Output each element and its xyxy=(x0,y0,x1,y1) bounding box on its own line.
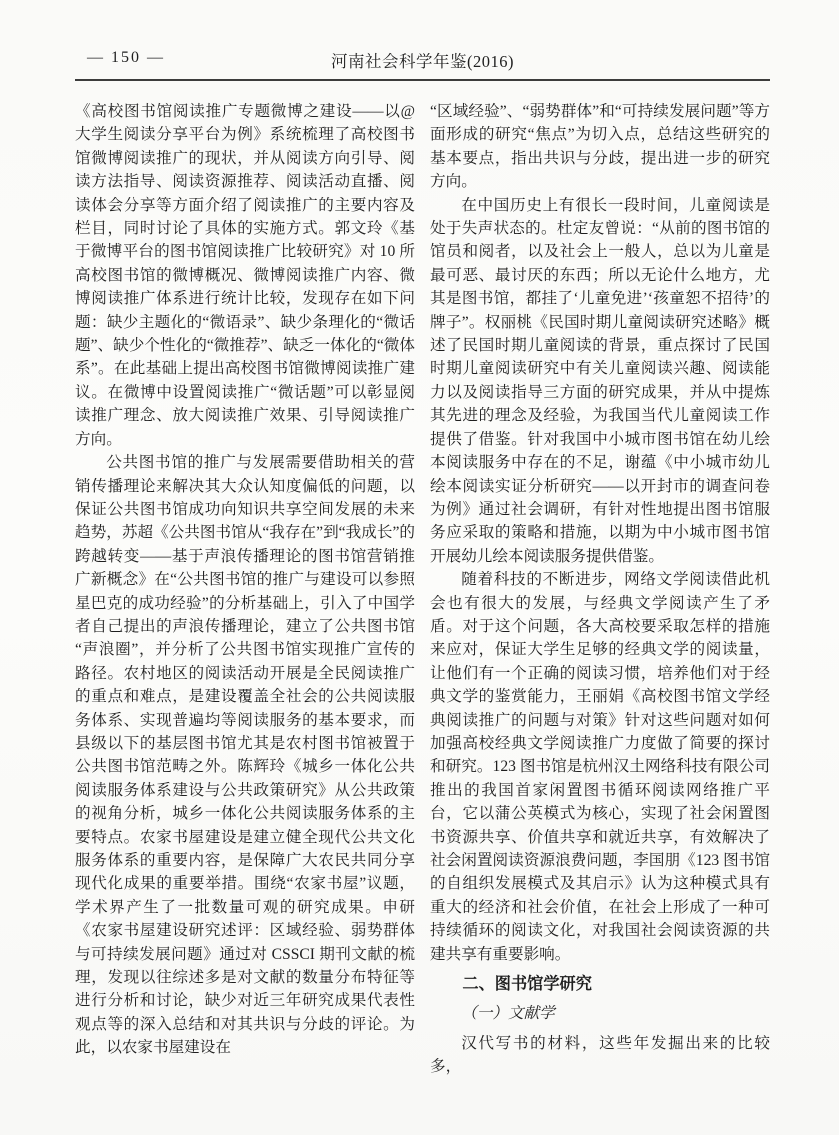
paragraph: 在中国历史上有很长一段时间，儿童阅读是处于失声状态的。杜定友曾说：“从前的图书馆的馆员和阅者，以及社会上一般人，总以为儿童是最可恶、最讨厌的东西；所以无论什么地方，尤其是图书馆，都挂了‘儿童免进’‘孩童恕不招待’的牌子”。权丽桃《民国时期儿童阅读研究述略》概述了民国时期儿童阅读的背景，重点探讨了民国时期儿童阅读研究中有关儿童阅读兴趣、阅读能力以及阅读指导三方面的研究成果，并从中提炼其先进的理念及经验，为我国当代儿童阅读工作提供了借鉴。针对我国中小城市图书馆在幼儿绘本阅读服务中存在的不足，谢蕴《中小城市幼儿绘本阅读实证分析研究——以开封市的调查问卷为例》通过社会调研，有针对性地提出图书馆服务应采取的策略和措施，以期为中小城市图书馆开展幼儿绘本阅读服务提供借鉴。 xyxy=(430,196,770,565)
paragraph: “区域经验”、“弱势群体”和“可持续发展问题”等方面形成的研究“焦点”为切入点，总结这些研究的基本要点，指出共识与分歧，提出进一步的研究方向。 xyxy=(430,103,770,191)
header-divider xyxy=(75,79,770,81)
right-column xyxy=(430,100,770,1079)
page-number: — 150 — xyxy=(87,49,165,66)
paragraph: 汉代写书的材料，这些年发掘出来的比较多， xyxy=(430,1034,770,1076)
paragraph: 《高校图书馆阅读推广专题微博之建设——以@大学生阅读分享平台为例》系统梳理了高校图书馆微博阅读推广的现状，并从阅读方向引导、阅读方法指导、阅读资源推荐、阅读活动直播、阅读体会分享等方面介绍了阅读推广的主要内容及栏目，同时讨论了具体的实施方式。郭文玲《基于微博平台的图书馆阅读推广比较研究》对 10 所高校图书馆的微博概况、微博阅读推广内容、微博阅读推广体系进行统计比较，发现存在如下问题：缺少主题化的“微语录”、缺少条理化的“微话题”、缺少个性化的“微推荐”、缺乏一体化的“微体系”。在此基础上提出高校图书馆微博阅读推广建议。在微博中设置阅读推广“微话题”可以彰显阅读推广理念、放大阅读推广效果、引导阅读推广方向。 xyxy=(75,103,415,448)
subsection-heading: （一）文献学 xyxy=(461,1005,555,1023)
paragraph: 公共图书馆的推广与发展需要借助相关的营销传播理论来解决其大众认知度偏低的问题，以保证公共图书馆成功向知识共享空间发展的未来趋势，苏超《公共图书馆从“我存在”到“我成长”的跨越转变——基于声浪传播理论的图书馆营销推广新概念》在“公共图书馆的推广与建设可以参照星巴克的成功经验”的分析基础上，引入了中国学者自己提出的声浪传播理论，建立了公共图书馆“声浪圈”，并分析了公共图书馆实现推广宣传的路径。农村地区的阅读活动开展是全民阅读推广的重点和难点，是建设覆盖全社会的公共阅读服务体系、实现普遍均等阅读服务的基本要求，而县级以下的基层图书馆尤其是农村图书馆被置于公共图书馆范畴之外。陈辉玲《城乡一体化公共阅读服务体系建设与公共政策研究》从公共政策的视角分析，城乡一体化公共阅读服务体系的主要特点。农家书屋建设是建立健全现代公共文化服务体系的重要内容，是保障广大农民共同分享现代化成果的重要举措。围绕“农家书屋”议题，学术界产生了一批数量可观的研究成果。申研《农家书屋建设研究述评：区域经验、弱势群体与可持续发展问题》通过对 CSSCI 期刊文献的梳理，发现以往综述多是对文献的数量分布特征等进行分析和讨论，缺少对近三年研究成果代表性观点等的深入总结和对其共识与分歧的评论。为此，以农家书屋建设在 xyxy=(75,454,415,1057)
two-column-body xyxy=(75,100,770,1079)
page-title: 河南社会科学年鉴(2016) xyxy=(331,52,514,71)
paragraph: 随着科技的不断进步，网络文学阅读借此机会也有很大的发展，与经典文学阅读产生了矛盾。对于这个问题，各大高校要采取怎样的措施来应对，保证大学生足够的经典文学的阅读量，让他们有一个正确的阅读习惯，培养他们对于经典文学的鉴赏能力，王丽娟《高校图书馆文学经典阅读推广的问题与对策》针对这些问题对如何加强高校经典文学阅读推广力度做了简要的探讨和研究。123 图书馆是杭州汉土网络科技有限公司推出的我国首家闲置图书循环阅读网络推广平台，它以蒲公英模式为核心，实现了社会闲置图书资源共享、价值共享和就近共享，有效解决了社会闲置阅读资源浪费问题，李国朋《123 图书馆的自组织发展模式及其启示》认为这种模式具有重大的经济和社会价值，在社会上形成了一种可持续循环的阅读文化，对我国社会阅读资源的共建共享有重要影响。 xyxy=(430,571,770,963)
section-heading: 二、图书馆学研究 xyxy=(462,975,592,994)
left-column xyxy=(75,100,415,1079)
page-header xyxy=(75,48,770,70)
